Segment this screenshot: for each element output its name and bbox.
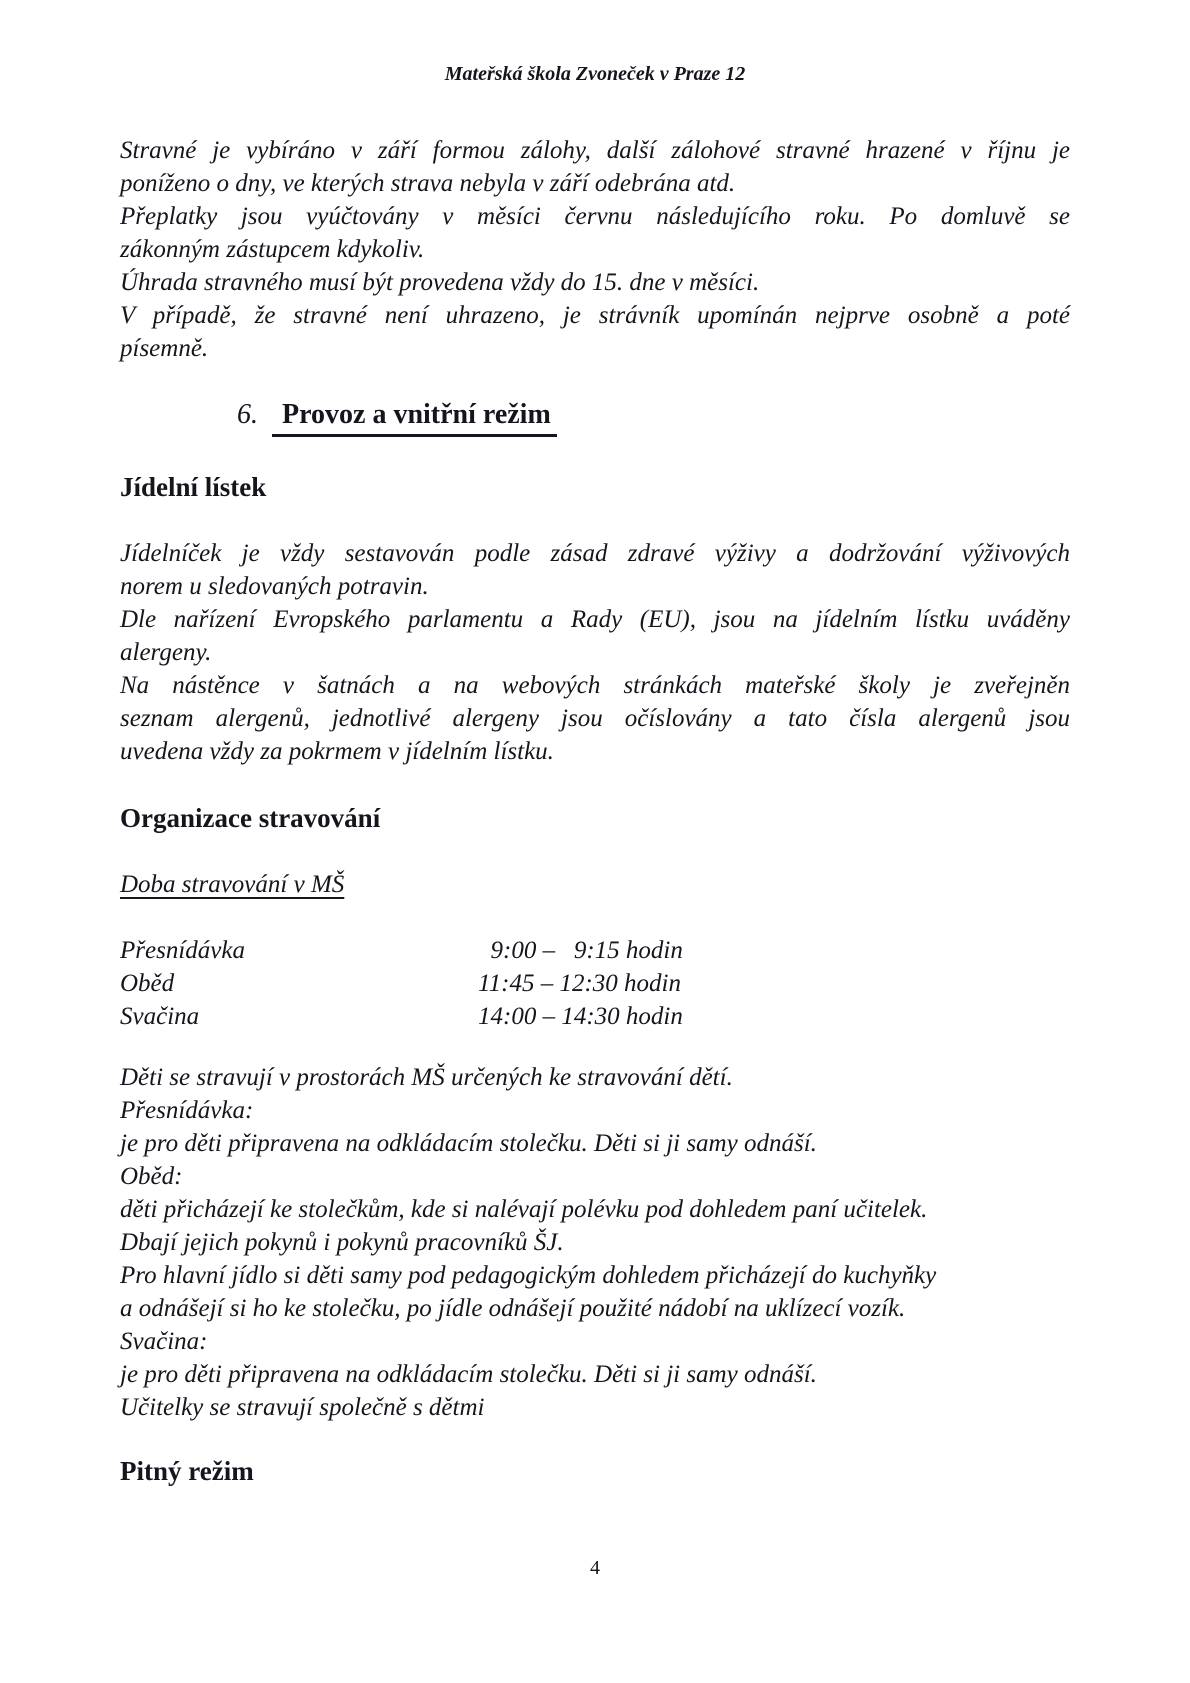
text-line: poníženo o dny, ve kterých strava nebyla v září odebrána atd. xyxy=(120,170,736,197)
meal-schedule xyxy=(120,934,1070,1033)
meal-time: 14:00 – 14:30 hodin xyxy=(478,1003,683,1030)
text-line: Jídelníček je vždy sestavován podle zásad zdravé výživy a dodržování výživových xyxy=(120,540,1070,567)
text-line: je pro děti připravena na odkládacím stolečku. Děti si ji samy odnáší. xyxy=(120,1361,817,1388)
text-line: Úhrada stravného musí být provedena vždy do 15. dne v měsíci. xyxy=(120,269,760,296)
text-line: zákonným zástupcem kdykoliv. xyxy=(120,236,425,263)
doba-stravovani-subheading: Doba stravování v MŠ xyxy=(120,871,345,898)
text-line: alergeny. xyxy=(120,639,212,666)
text-line: Svačina: xyxy=(120,1328,208,1355)
text-line: Oběd: xyxy=(120,1163,183,1190)
text-line: Dbají jejich pokynů i pokynů pracovníků ŠJ. xyxy=(120,1229,564,1256)
meal-time: 9:00 – 9:15 hodin xyxy=(478,937,683,964)
jidelni-listek-paragraph-block xyxy=(120,537,1070,768)
text-line: děti přicházejí ke stolečkům, kde si nalévají polévku pod dohledem paní učitelek. xyxy=(120,1196,928,1223)
schedule-row xyxy=(120,967,1070,1000)
text-line: Děti se stravují v prostorách MŠ určených ke stravování dětí. xyxy=(120,1064,733,1091)
organizace-heading: Organizace stravování xyxy=(120,803,381,833)
text-line: a odnášejí si ho ke stolečku, po jídle odnášejí použité nádobí na uklízecí vozík. xyxy=(120,1295,906,1322)
page-header: Mateřská škola Zvoneček v Praze 12 xyxy=(444,63,746,85)
organizace-paragraph-block xyxy=(120,1061,1070,1424)
text-line: V případě, že stravné není uhrazeno, je strávník upomínán nejprve osobně a poté xyxy=(120,302,1070,329)
meal-label: Svačina xyxy=(120,1003,200,1030)
text-line: Přesnídávka: xyxy=(120,1097,254,1124)
schedule-row xyxy=(120,1000,1070,1033)
page-number: 4 xyxy=(590,1557,600,1579)
jidelni-listek-heading: Jídelní lístek xyxy=(120,472,267,502)
text-line: je pro děti připravena na odkládacím stolečku. Děti si ji samy odnáší. xyxy=(120,1130,817,1157)
meal-time: 11:45 – 12:30 hodin xyxy=(478,970,681,997)
intro-paragraph-block xyxy=(120,134,1070,365)
text-line: uvedena vždy za pokrmem v jídelním lístku. xyxy=(120,738,554,765)
section-title: Provoz a vnitřní režim xyxy=(272,398,557,437)
text-line: Učitelky se stravují společně s dětmi xyxy=(120,1394,485,1421)
text-line: Stravné je vybíráno v září formou zálohy, další zálohové stravné hrazené v říjnu je xyxy=(120,137,1070,164)
text-line: seznam alergenů, jednotlivé alergeny jsou očíslovány a tato čísla alergenů jsou xyxy=(120,705,1070,732)
meal-label: Přesnídávka xyxy=(120,937,245,964)
text-line: norem u sledovaných potravin. xyxy=(120,573,429,600)
section-number: 6. xyxy=(237,399,258,430)
doba-stravovani-subheading-row xyxy=(120,868,1070,901)
section-heading xyxy=(120,398,1070,437)
text-line: Přeplatky jsou vyúčtovány v měsíci červnu následujícího roku. Po domluvě se xyxy=(120,203,1070,230)
text-line: písemně. xyxy=(120,335,209,362)
text-line: Pro hlavní jídlo si děti samy pod pedagogickým dohledem přicházejí do kuchyňky xyxy=(120,1262,937,1289)
schedule-row xyxy=(120,934,1070,967)
text-line: Dle nařízení Evropského parlamentu a Rady (EU), jsou na jídelním lístku uváděny xyxy=(120,606,1070,633)
pitny-rezim-heading: Pitný režim xyxy=(120,1456,254,1486)
meal-label: Oběd xyxy=(120,970,175,997)
text-line: Na nástěnce v šatnách a na webových stránkách mateřské školy je zveřejněn xyxy=(120,672,1070,699)
